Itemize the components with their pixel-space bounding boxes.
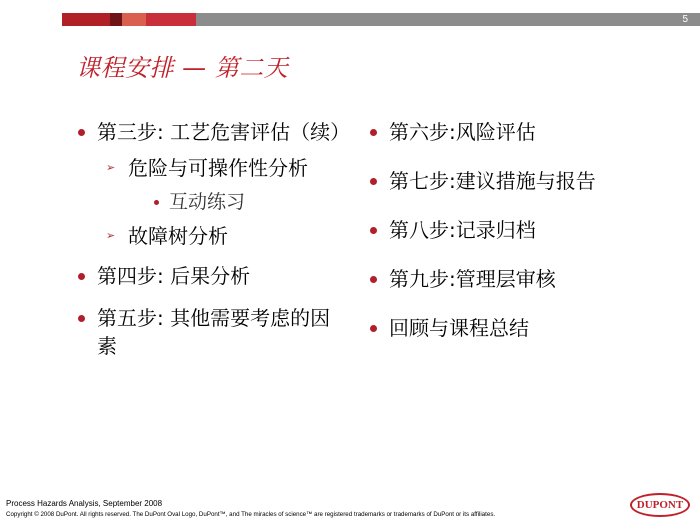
list-item: [78, 304, 348, 360]
list-item-text: 故障树分析: [128, 224, 228, 248]
list-item: [370, 314, 670, 342]
bullet-icon: [78, 315, 85, 322]
list-item-text: 危险与可操作性分析: [128, 156, 308, 180]
list-item: [154, 188, 348, 216]
list-item-text: 互动练习: [169, 191, 246, 213]
arrow-bullet-icon: ➢: [106, 229, 116, 242]
header-accent-block: [62, 13, 110, 26]
header-accent-block: [110, 13, 122, 26]
list-item-text: 第九步:管理层审核: [389, 267, 556, 291]
footer-copyright: Copyright © 2008 DuPont. All rights reserved. The DuPont Oval Logo, DuPont™, and The miracles of science™ are registered trademarks or trademarks of DuPont or its affiliates.: [6, 511, 496, 518]
list-item-text: 第八步:记录归档: [389, 218, 536, 242]
list-item-text: 第五步: 其他需要考虑的因素: [97, 306, 331, 358]
list-item: [370, 216, 670, 244]
list-item-text: 第七步:建议措施与报告: [389, 169, 596, 193]
bullet-icon: [78, 273, 85, 280]
agenda-right-column: [370, 118, 670, 363]
list-item-text: 第四步: 后果分析: [97, 264, 251, 288]
bullet-icon: [370, 227, 377, 234]
agenda-left-column: [78, 118, 351, 368]
footer-title: Process Hazards Analysis, September 2008: [6, 499, 163, 508]
list-item: [370, 265, 670, 293]
list-item: [78, 118, 351, 146]
list-item-text: 第三步: 工艺危害评估（续）: [97, 120, 351, 144]
bullet-icon: [78, 129, 85, 136]
list-item-text: 第六步:风险评估: [389, 120, 536, 144]
list-item: [78, 262, 348, 290]
header-bar: [62, 13, 700, 26]
header-accent-block: [146, 13, 196, 26]
list-item: [370, 167, 670, 195]
page-number: 5: [682, 14, 688, 25]
dupont-logo: DUPONT: [630, 493, 690, 517]
slide-title: 课程安排 — 第二天: [76, 54, 289, 82]
bullet-icon: [154, 200, 159, 205]
list-item: [106, 154, 348, 182]
bullet-icon: [370, 129, 377, 136]
list-item: [370, 118, 670, 146]
bullet-icon: [370, 276, 377, 283]
bullet-icon: [370, 178, 377, 185]
bullet-icon: [370, 325, 377, 332]
list-item-text: 回顾与课程总结: [389, 316, 529, 340]
arrow-bullet-icon: ➢: [106, 161, 116, 174]
list-item: [106, 222, 348, 250]
header-accent-block: [122, 13, 146, 26]
